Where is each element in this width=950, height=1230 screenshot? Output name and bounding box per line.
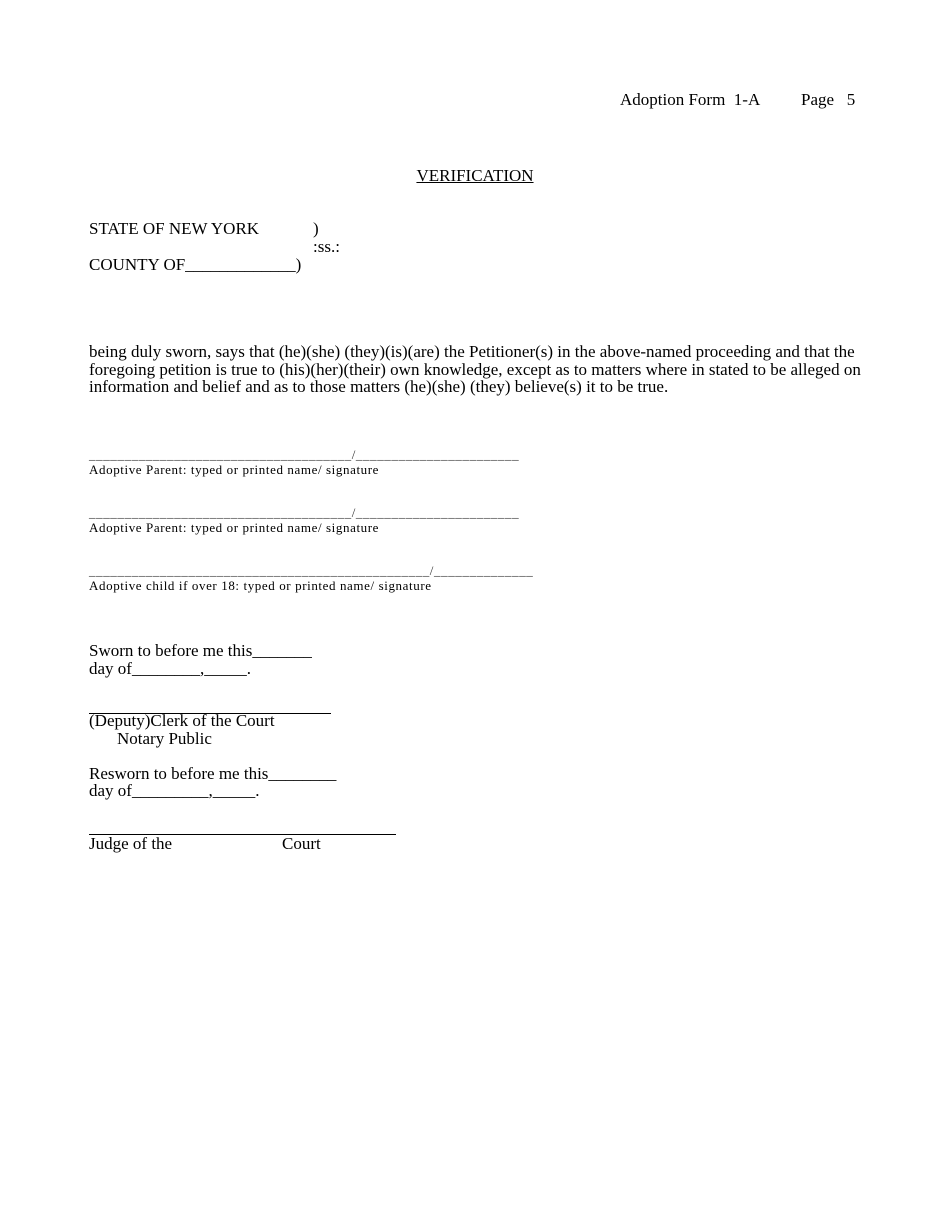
court-label: Court xyxy=(282,834,321,853)
signature-line-child: ________________________________________________/______________ xyxy=(89,563,534,578)
form-label: Adoption Form 1-A xyxy=(620,90,761,109)
judge-label: Judge of the xyxy=(89,834,173,853)
page-number: Page 5 xyxy=(801,90,856,109)
sworn-date-line: day of________,_____. xyxy=(89,659,251,678)
signature-line-parent-1: _____________________________________/_______________________ xyxy=(89,447,520,462)
document-title: VERIFICATION xyxy=(416,166,534,185)
state-label: STATE OF NEW YORK xyxy=(89,219,260,238)
signature-caption-parent-2: Adoptive Parent: typed or printed name/ signature xyxy=(89,520,380,535)
resworn-line: Resworn to before me this________ xyxy=(89,764,337,783)
county-field: COUNTY OF_____________) xyxy=(89,255,302,274)
sworn-line: Sworn to before me this_______ xyxy=(89,641,312,660)
resworn-date-line: day of_________,_____. xyxy=(89,781,260,800)
state-paren: ) xyxy=(313,219,319,238)
clerk-title: (Deputy)Clerk of the Court xyxy=(89,711,275,730)
signature-line-parent-2: _____________________________________/_______________________ xyxy=(89,505,520,520)
ss-label: :ss.: xyxy=(313,237,340,256)
signature-caption-child: Adoptive child if over 18: typed or printed name/ signature xyxy=(89,578,432,593)
verification-statement: being duly sworn, says that (he)(she) (they)(is)(are) the Petitioner(s) in the above-named proceeding and that the foregoing petition is true to (his)(her)(their) own knowledge, except as to matters where in stated to be alleged on information and belief and as to those matters (he)(she) (they) believe(s) it to be true. xyxy=(89,342,861,396)
signature-caption-parent-1: Adoptive Parent: typed or printed name/ signature xyxy=(89,462,380,477)
notary-title: Notary Public xyxy=(117,729,212,748)
